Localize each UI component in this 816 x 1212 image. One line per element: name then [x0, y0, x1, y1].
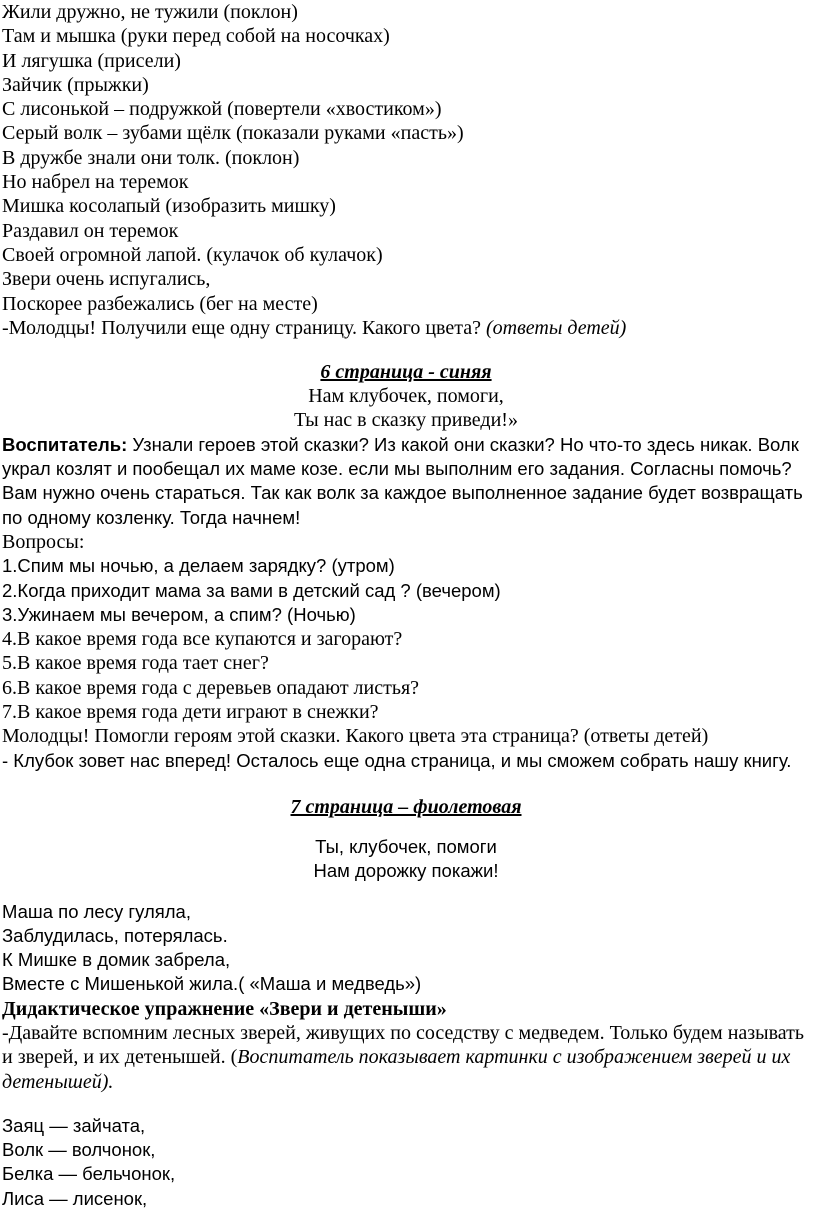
question-item: 6.В какое время года с деревьев опадают листья? — [2, 676, 420, 699]
poem-line: Зайчик (прыжки) — [2, 73, 149, 96]
poem-line: Мишка косолапый (изобразить мишку) — [2, 195, 336, 218]
spacer — [2, 340, 810, 360]
verse-line: Ты нас в сказку приведи!» — [294, 409, 518, 432]
poem-block — [2, 0, 810, 340]
poem-line: Поскорее разбежались (бег на месте) — [2, 292, 318, 315]
poem-line: Серый волк – зубами щёлк (показали руками «пасть») — [2, 122, 464, 145]
verse-line: Нам клубочек, помоги, — [308, 385, 504, 408]
poem-line: И лягушка (присели) — [2, 49, 181, 72]
questions-label: Вопросы: — [2, 530, 85, 553]
praise-text: -Молодцы! Получили еще одну страницу. Какого цвета? — [2, 316, 486, 339]
praise-note: (ответы детей) — [485, 316, 627, 339]
poem-line: С лисонькой – подружкой (повертели «хвостиком») — [2, 98, 442, 121]
question-item: 2.Когда приходит мама за вами в детский сад ? (вечером) — [2, 579, 501, 601]
riddle-line: Вместе с Мишенькой жила.( «Маша и медведь») — [2, 973, 422, 995]
exercise-paragraph — [2, 1021, 810, 1094]
animal-pair: Заяц — зайчата, — [2, 1114, 146, 1136]
spacer — [2, 773, 810, 795]
exercise-text: -Давайте вспомним лесных зверей, живущих по соседству с медведем. Только будем называть и зверей, и их детенышей. ( — [2, 1021, 805, 1069]
verse-line: Ты, клубочек, помоги — [315, 835, 497, 857]
poem-line: В дружбе знали они толк. (поклон) — [2, 146, 300, 169]
question-item: 5.В какое время года тает снег? — [2, 652, 269, 675]
riddle-line: К Мишке в домик забрела, — [2, 949, 231, 971]
verse-line: Нам дорожку покажи! — [313, 860, 499, 882]
section-6-call: - Клубок зовет нас вперед! Осталось еще одна страница, и мы сможем собрать нашу книгу. — [2, 749, 792, 771]
teacher-text: Узнали героев этой сказки? Из какой они сказки? Но что-то здесь никак. Волк украл козлят и пообещал их маме козе. если мы выполним его задания. Согласны помочь? Вам нужно очень стараться. Так как волк за каждое выполненное задание будет возвращать по одному козленку. Тогда начнем! — [2, 433, 803, 528]
riddle-line: Заблудилась, потерялась. — [2, 924, 228, 946]
animal-pair: Волк — волчонок, — [2, 1139, 156, 1161]
spacer — [2, 819, 810, 835]
section-6-praise: Молодцы! Помогли героям этой сказки. Какого цвета эта страница? (ответы детей) — [2, 725, 709, 748]
question-item: 3.Ужинаем мы вечером, а спим? (Ночью) — [2, 603, 356, 625]
spacer — [2, 884, 810, 900]
animal-pair: Белка — бельчонок, — [2, 1163, 176, 1185]
poem-line: Жили дружно, не тужили (поклон) — [2, 1, 298, 23]
animal-pair: Лиса — лисенок, — [2, 1187, 148, 1209]
poem-line: Своей огромной лапой. (кулачок об кулачок) — [2, 243, 383, 266]
poem-line: Но набрел на теремок — [2, 171, 189, 194]
teacher-paragraph — [2, 433, 810, 530]
praise-line — [2, 316, 810, 340]
riddle-line: Маша по лесу гуляла, — [2, 900, 191, 922]
poem-line: Звери очень испугались, — [2, 268, 211, 291]
section-6 — [2, 360, 810, 773]
poem-line: Там и мышка (руки перед собой на носочках) — [2, 25, 390, 48]
exercise-note: Воспитатель показывает картинки с изображением зверей и их детенышей). — [2, 1046, 791, 1093]
teacher-label: Воспитатель: — [2, 433, 128, 455]
section-7-heading: 7 страница – фиолетовая — [290, 795, 522, 818]
exercise-title: Дидактическое упражнение «Звери и детеныши» — [2, 997, 447, 1020]
question-item: 4.В какое время года все купаются и загорают? — [2, 628, 403, 651]
question-item: 1.Спим мы ночью, а делаем зарядку? (утром) — [2, 555, 395, 577]
section-6-heading: 6 страница - синяя — [320, 361, 492, 384]
poem-line: Раздавил он теремок — [2, 219, 179, 242]
question-item: 7.В какое время года дети играют в снежки? — [2, 701, 379, 724]
section-7 — [2, 795, 810, 1211]
spacer — [2, 1094, 810, 1114]
